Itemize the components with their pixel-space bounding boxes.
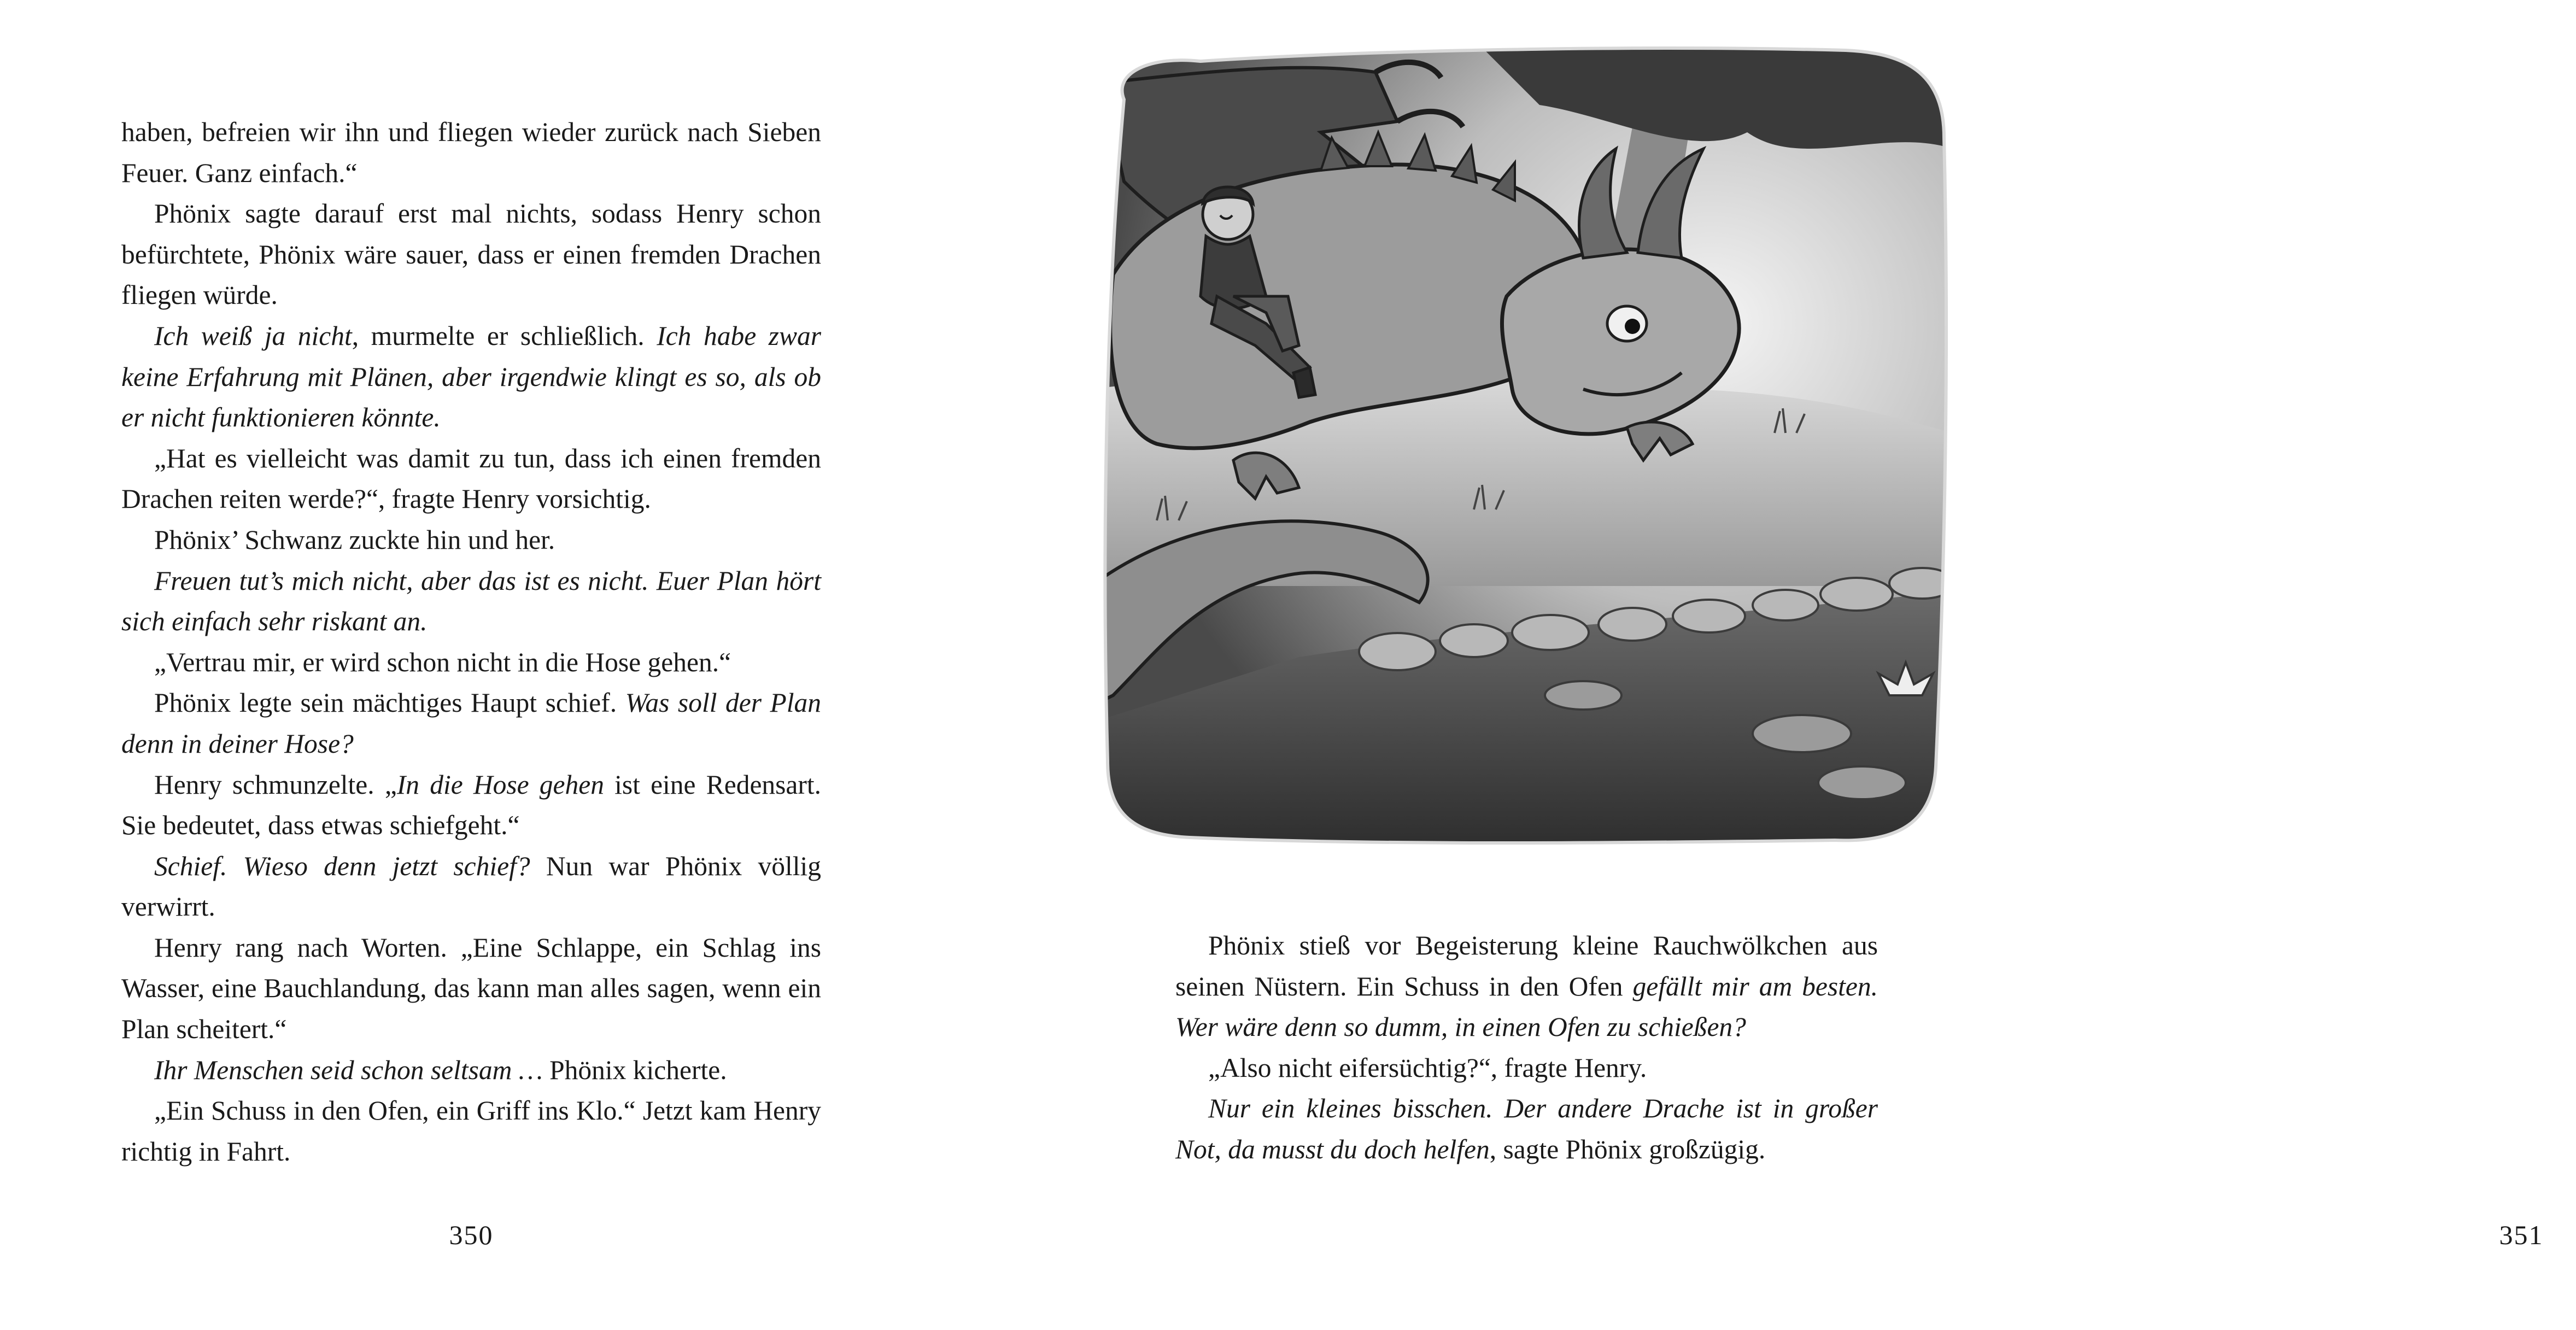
right-page-text: [1175, 925, 1878, 1170]
page-number-right: 351: [2499, 1220, 2544, 1250]
italic-text-run: Ich weiß ja nicht: [154, 320, 352, 351]
paragraph: [121, 520, 821, 561]
paragraph: [121, 1091, 821, 1172]
italic-text-run: Schief. Wieso denn jetzt schief?: [154, 851, 530, 881]
text-run: „Also nicht eifersüchtig?“, fragte Henry.: [1208, 1052, 1647, 1083]
text-run: Phönix’ Schwanz zuckte hin und her.: [154, 524, 555, 555]
paragraph: [1175, 1048, 1878, 1089]
paragraph: [121, 846, 821, 928]
text-run: Phönix sagte darauf erst mal nichts, sodass Henry schon befürchtete, Phönix wäre sauer, dass er einen fremden Drachen fliegen würde.: [121, 198, 821, 310]
paragraph: [121, 765, 821, 846]
text-run: Henry schmunzelte. „: [154, 769, 397, 800]
paragraph: [121, 112, 821, 194]
left-page: [0, 0, 995, 1330]
text-run: , sagte Phönix großzügig.: [1489, 1134, 1766, 1164]
dragon-and-boy-illustration-icon: [1091, 39, 1953, 847]
italic-text-run: Nur ein kleines bisschen. Der andere Drache ist in großer Not, da musst du doch helfen: [1175, 1093, 1878, 1164]
paragraph: [121, 642, 821, 683]
text-run: Phönix stieß vor Begeisterung kleine Rauchwölkchen aus seinen Nüstern. Ein Schuss in den Ofen: [1175, 930, 1878, 1001]
italic-text-run: Freuen tut’s mich nicht, aber das ist es nicht. Euer Plan hört sich einfach sehr riskant an.: [121, 565, 821, 637]
text-run: „Hat es vielleicht was damit zu tun, dass ich einen fremden Drachen reiten werde?“, fragte Henry vorsichtig.: [121, 443, 821, 514]
paragraph: [121, 194, 821, 316]
paragraph: [121, 316, 821, 438]
italic-text-run: Ihr Menschen seid schon seltsam …: [154, 1054, 543, 1085]
paragraph: [1175, 1088, 1878, 1170]
text-run: Phönix legte sein mächtiges Haupt schief.: [154, 688, 625, 718]
paragraph: [121, 438, 821, 520]
italic-text-run: In die Hose gehen: [396, 769, 604, 800]
page-number-left: 350: [449, 1220, 494, 1250]
paragraph: [1175, 925, 1878, 1048]
paragraph: [121, 683, 821, 764]
text-run: , murmelte er schließlich.: [352, 320, 657, 351]
text-run: ist eine Redensart. Sie bedeutet, dass etwas schiefgeht.“: [121, 769, 822, 841]
italic-text-run: Ich habe zwar keine Erfahrung mit Plänen, aber irgendwie klingt es so, als ob er nicht funktionieren könnte.: [121, 320, 821, 433]
text-run: haben, befreien wir ihn und fliegen wieder zurück nach Sieben Feuer. Ganz einfach.“: [121, 117, 821, 188]
paragraph: [121, 1050, 821, 1091]
text-run: „Ein Schuss in den Ofen, ein Griff ins Klo.“ Jetzt kam Henry richtig in Fahrt.: [121, 1095, 821, 1167]
italic-text-run: gefällt mir am besten. Wer wäre denn so dumm, in einen Ofen zu schießen?: [1175, 971, 1878, 1042]
paragraph: [121, 928, 821, 1050]
paragraph: [121, 561, 821, 642]
text-run: Phönix kicherte.: [542, 1054, 727, 1085]
left-page-text: [121, 112, 821, 1172]
italic-text-run: Was soll der Plan denn in deiner Hose?: [121, 688, 822, 759]
text-run: „Vertrau mir, er wird schon nicht in die Hose gehen.“: [154, 647, 731, 677]
text-run: Nun war Phönix völlig verwirrt.: [121, 851, 821, 922]
text-run: Henry rang nach Worten. „Eine Schlappe, ein Schlag ins Wasser, eine Bauchlandung, das kann man alles sagen, wenn ein Plan scheitert.“: [121, 932, 821, 1045]
